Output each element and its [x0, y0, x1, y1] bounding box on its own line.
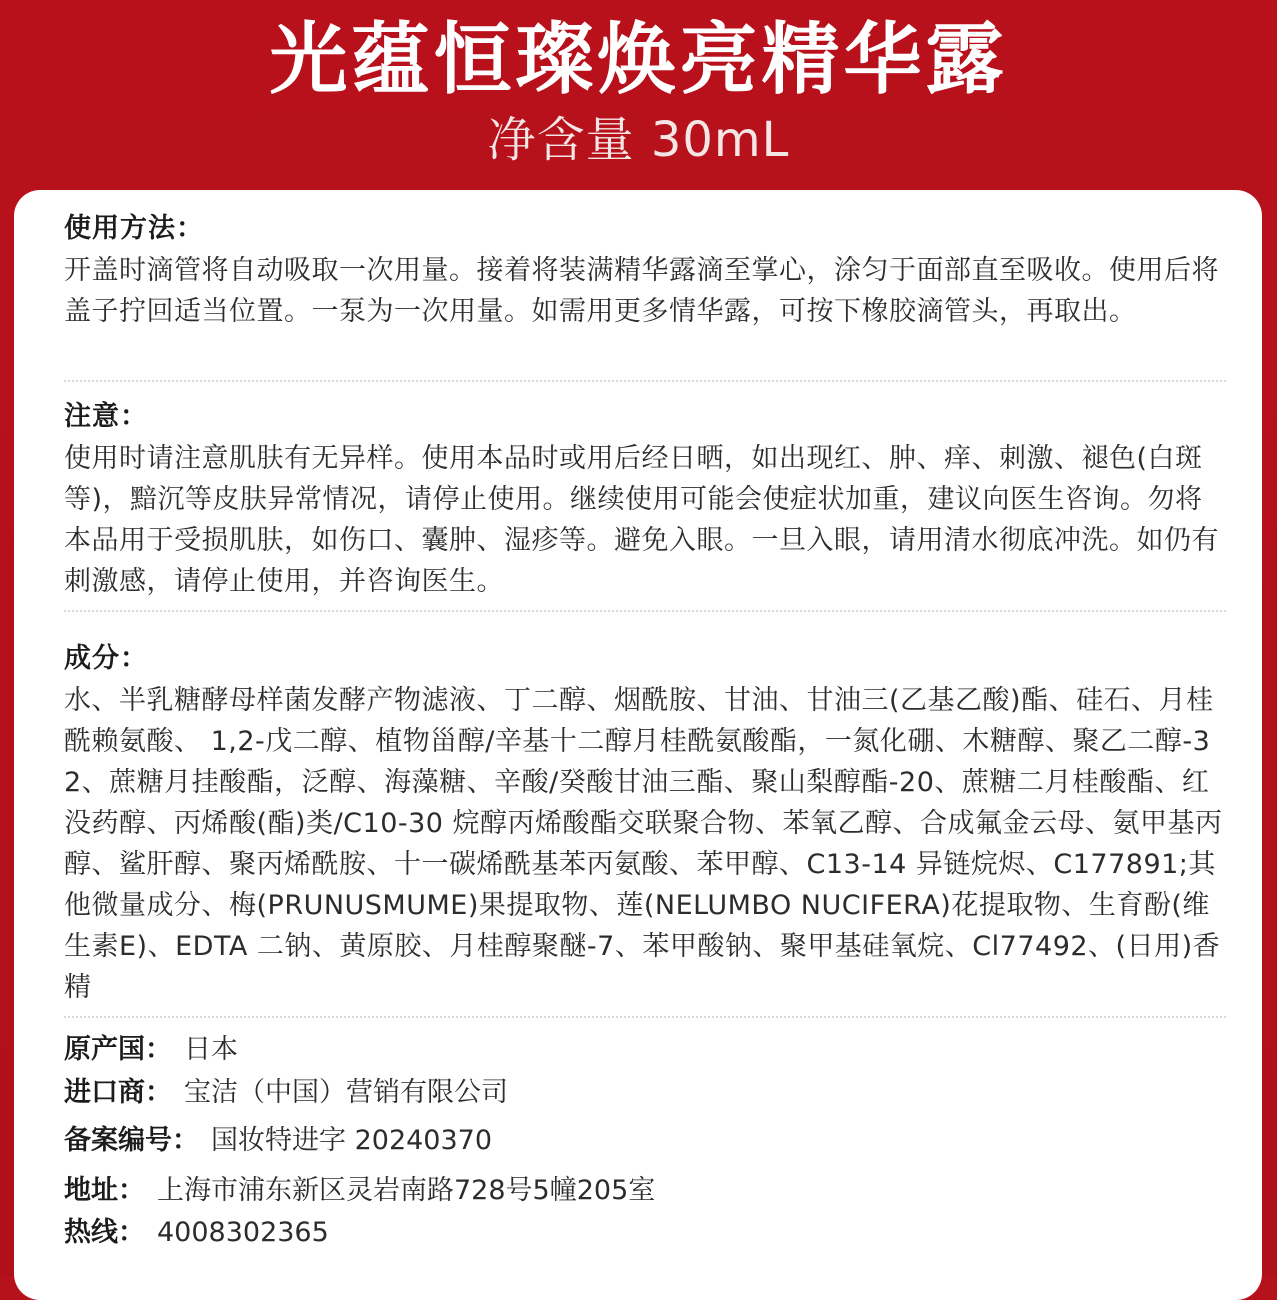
- ingredients-heading: 成分：: [64, 643, 148, 674]
- importer-row: [64, 1076, 1226, 1110]
- ingredients-body: 水、半乳糖酵母样菌发酵产物滤液、丁二醇、烟酰胺、甘油、甘油三(乙基乙酸)酯、硅石、月桂酰赖氨酸、 1,2-戊二醇、植物甾醇/辛基十二醇月桂酰氨酸酯，一氮化硼、木糖醇、聚乙二醇-32、蔗糖月挂酸酯，泛醇、海藻糖、辛酸/癸酸甘油三酯、聚山梨醇酯-20、蔗糖二月桂酸酯、红没药醇、丙烯酸(酯)类/C10-30 烷醇丙烯酸酯交联聚合物、苯氧乙醇、合成氟金云母、氨甲基丙醇、鲨肝醇、聚丙烯酰胺、十一碳烯酰基苯丙氨酸、苯甲醇、C13-14 异链烷烬、C177891;其他微量成分、梅(PRUNUSMUME)果提取物、莲(NELUMBO NUCIFERA)花提取物、生育酚(维生素E)、EDTA 二钠、黄原胶、月桂醇聚醚-7、苯甲酸钠、聚甲基硅氧烷、Cl77492、(日用)香精: [64, 685, 1223, 1003]
- origin-row: [64, 1033, 1226, 1067]
- caution-section: [64, 400, 1226, 602]
- origin-value: 日本: [184, 1034, 238, 1065]
- usage-section: [64, 212, 1226, 332]
- origin-label: 原产国：: [64, 1034, 172, 1065]
- product-title: 光蕴恒璨焕亮精华露: [269, 15, 1008, 105]
- record-number-value: 国妆特进字 20240370: [211, 1125, 493, 1156]
- usage-heading: 使用方法：: [64, 213, 204, 244]
- address-label: 地址：: [64, 1175, 145, 1206]
- usage-body: 开盖时滴管将自动吸取一次用量。接着将装满精华露滴至掌心，涂匀于面部直至吸收。使用后将盖子拧回适当位置。一泵为一次用量。如需用更多情华露，可按下橡胶滴管头，再取出。: [64, 255, 1219, 327]
- importer-value: 宝洁（中国）营销有限公司: [184, 1077, 508, 1108]
- caution-body: 使用时请注意肌肤有无异样。使用本品时或用后经日晒，如出现红、肿、痒、刺激、褪色(白斑等)，黯沉等皮肤异常情况，请停止使用。继续使用可能会使症状加重，建议向医生咨询。勿将本品用于受损肌肤，如伤口、囊肿、湿疹等。避免入眼。一旦入眼，请用清水彻底冲洗。如仍有刺激感，请停止使用，并咨询医生。: [64, 443, 1219, 597]
- record-number-row: [64, 1124, 1226, 1158]
- ingredients-section: [64, 642, 1226, 1008]
- divider: [64, 1016, 1226, 1018]
- divider: [64, 380, 1226, 382]
- address-value: 上海市浦东新区灵岩南路728号5幢205室: [157, 1175, 656, 1206]
- hotline-label: 热线：: [64, 1217, 145, 1248]
- divider: [64, 610, 1226, 612]
- info-card: [14, 190, 1262, 1300]
- record-number-label: 备案编号：: [64, 1125, 199, 1156]
- net-content: 净含量 30mL: [487, 112, 790, 168]
- hotline-row: [64, 1216, 1226, 1250]
- address-row: [64, 1174, 1226, 1208]
- caution-heading: 注意：: [64, 401, 148, 432]
- importer-label: 进口商：: [64, 1077, 172, 1108]
- hotline-value: 4008302365: [157, 1217, 329, 1248]
